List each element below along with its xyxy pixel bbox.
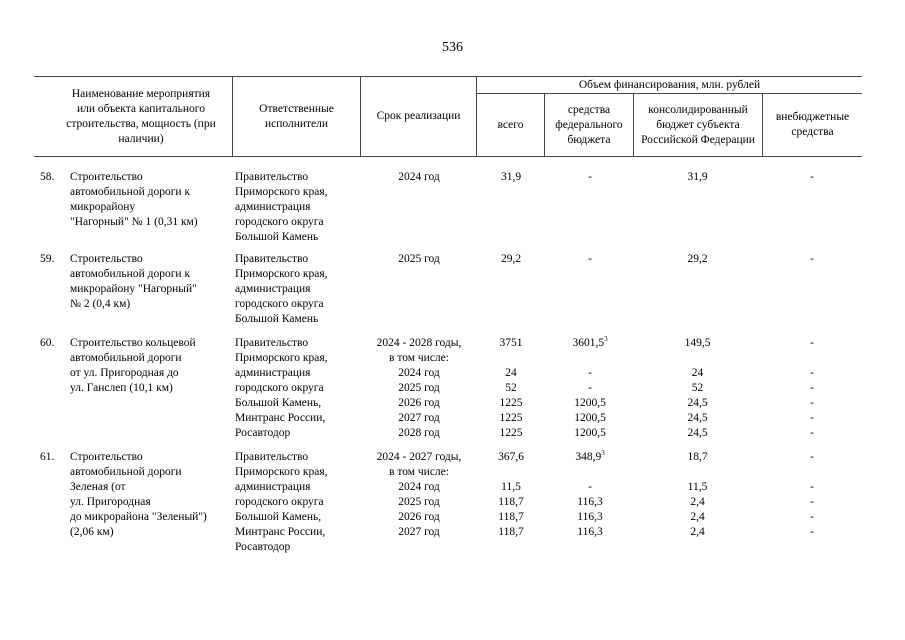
cell-exec: администрация bbox=[235, 367, 311, 379]
cell-term: 2028 год bbox=[398, 427, 440, 439]
cell-name: микрорайону bbox=[70, 201, 136, 213]
cell-term: в том числе: bbox=[389, 466, 449, 478]
cell-name: от ул. Пригородная до bbox=[70, 367, 179, 379]
cell-name: Строительство bbox=[70, 171, 143, 183]
cell-tot: 3751 bbox=[499, 337, 523, 349]
cell-name: "Нагорный" № 1 (0,31 км) bbox=[70, 216, 198, 228]
header-total: всего bbox=[497, 118, 524, 131]
cell-exec: Приморского края, bbox=[235, 268, 328, 280]
cell-exec: администрация bbox=[235, 283, 311, 295]
cell-exec: Большой Камень, bbox=[235, 511, 322, 523]
cell-fed: - bbox=[588, 171, 592, 183]
header-term: Срок реализации bbox=[376, 110, 461, 122]
cell-cons: 149,5 bbox=[684, 337, 711, 349]
cell-exec: Правительство bbox=[235, 337, 309, 349]
header-name: Наименование мероприятия или объекта капитального строительства, мощность (при наличии) bbox=[66, 87, 216, 145]
cell-fed: 1200,5 bbox=[574, 412, 606, 424]
cell-fed: 1200,5 bbox=[574, 427, 606, 439]
header-consolidated: консолидированный бюджет субъекта Российской Федерации bbox=[641, 103, 755, 146]
cell-term: в том числе: bbox=[389, 352, 449, 364]
cell-cons: 31,9 bbox=[687, 171, 708, 183]
cell-cons: 24,5 bbox=[687, 397, 708, 409]
cell-fed: 116,3 bbox=[577, 511, 603, 523]
cell-cons: 24 bbox=[691, 367, 704, 379]
cell-exec: Росавтодор bbox=[235, 427, 291, 439]
cell-cons: 18,7 bbox=[687, 451, 708, 463]
cell-term: 2027 год bbox=[398, 412, 440, 424]
cell-extra: - bbox=[810, 397, 814, 409]
cell-term: 2025 год bbox=[398, 382, 440, 394]
cell-fed: - bbox=[588, 367, 592, 379]
cell-exec: Большой Камень bbox=[235, 231, 319, 243]
page-number: 536 bbox=[442, 40, 463, 55]
cell-term: 2024 год bbox=[398, 481, 440, 493]
cell-tot: 24 bbox=[505, 367, 517, 379]
cell-extra: - bbox=[810, 496, 814, 508]
cell-fed: 1200,5 bbox=[574, 397, 606, 409]
cell-extra: - bbox=[810, 382, 814, 394]
cell-term: 2025 год bbox=[398, 496, 440, 508]
cell-term: 2026 год bbox=[398, 397, 440, 409]
cell-extra: - bbox=[810, 481, 814, 493]
cell-extra: - bbox=[810, 171, 814, 183]
cell-cons: 2,4 bbox=[690, 526, 705, 538]
cell-num: 61. bbox=[40, 451, 55, 463]
cell-term: 2024 - 2028 годы, bbox=[376, 337, 462, 349]
cell-term: 2024 год bbox=[398, 171, 440, 183]
cell-cons: 52 bbox=[691, 382, 704, 394]
cell-name: автомобильной дороги к bbox=[70, 268, 191, 280]
cell-fed: - bbox=[588, 481, 592, 493]
cell-name: Строительство bbox=[70, 451, 143, 463]
cell-extra: - bbox=[810, 337, 814, 349]
cell-extra: - bbox=[810, 427, 814, 439]
cell-cons: 2,4 bbox=[690, 511, 705, 523]
cell-tot: 52 bbox=[505, 382, 517, 394]
cell-tot: 118,7 bbox=[498, 511, 524, 523]
cell-name: ул. Ганслеп (10,1 км) bbox=[70, 382, 173, 394]
cell-term: 2024 год bbox=[398, 367, 440, 379]
cell-name: ул. Пригородная bbox=[70, 496, 151, 508]
cell-name: Строительство bbox=[70, 253, 143, 265]
cell-name: автомобильной дороги к bbox=[70, 186, 191, 198]
cell-cons: 24,5 bbox=[687, 412, 708, 424]
cell-exec: городского округа bbox=[235, 298, 324, 310]
cell-cons: 2,4 bbox=[690, 496, 705, 508]
cell-term: 2027 год bbox=[398, 526, 440, 538]
cell-exec: городского округа bbox=[235, 382, 324, 394]
cell-num: 58. bbox=[40, 171, 55, 183]
cell-fed: 116,3 bbox=[577, 526, 603, 538]
cell-exec: Приморского края, bbox=[235, 186, 328, 198]
cell-cons: 29,2 bbox=[687, 253, 708, 265]
cell-tot: 1225 bbox=[499, 427, 523, 439]
cell-exec: городского округа bbox=[235, 216, 324, 228]
cell-name: Зеленая (от bbox=[70, 481, 126, 493]
cell-fed: - bbox=[588, 382, 592, 394]
cell-exec: администрация bbox=[235, 481, 311, 493]
cell-tot: 11,5 bbox=[501, 481, 521, 493]
cell-fed: 3601,5$^3$ bbox=[572, 335, 608, 349]
cell-exec: Правительство bbox=[235, 171, 309, 183]
cell-name: микрорайону "Нагорный" bbox=[70, 283, 197, 295]
cell-num: 59. bbox=[40, 253, 55, 265]
footnote-marker: 3 bbox=[601, 449, 605, 457]
cell-fed: - bbox=[588, 253, 592, 265]
cell-tot: 367,6 bbox=[498, 451, 524, 463]
cell-exec: Минтранс России, bbox=[235, 412, 326, 424]
cell-name: до микрорайона "Зеленый") bbox=[70, 511, 207, 523]
cell-cons: 11,5 bbox=[687, 481, 708, 493]
cell-extra: - bbox=[810, 526, 814, 538]
cell-tot: 118,7 bbox=[498, 496, 524, 508]
cell-exec: Минтранс России, bbox=[235, 526, 326, 538]
header-extrabudget: внебюджетные средства bbox=[775, 111, 850, 138]
cell-fed: 116,3 bbox=[577, 496, 603, 508]
cell-tot: 118,7 bbox=[498, 526, 524, 538]
header-executors: Ответственные исполнители bbox=[259, 102, 334, 130]
footnote-marker: 3 bbox=[604, 335, 608, 343]
cell-exec: Приморского края, bbox=[235, 466, 328, 478]
cell-fed: 348,9$^3$ bbox=[575, 449, 605, 463]
cell-exec: городского округа bbox=[235, 496, 324, 508]
cell-tot: 1225 bbox=[499, 397, 523, 409]
cell-exec: Большой Камень bbox=[235, 313, 319, 325]
cell-term: 2025 год bbox=[398, 253, 440, 265]
cell-extra: - bbox=[810, 412, 814, 424]
table-header bbox=[34, 76, 862, 157]
cell-exec: Правительство bbox=[235, 253, 309, 265]
cell-term: 2024 - 2027 годы, bbox=[376, 451, 462, 463]
cell-tot: 31,9 bbox=[500, 171, 522, 183]
cell-name: № 2 (0,4 км) bbox=[70, 298, 131, 310]
cell-num: 60. bbox=[40, 337, 55, 349]
cell-tot: 1225 bbox=[499, 412, 523, 424]
cell-name: автомобильной дороги bbox=[70, 466, 182, 478]
cell-exec: администрация bbox=[235, 201, 311, 213]
cell-exec: Правительство bbox=[235, 451, 309, 463]
cell-extra: - bbox=[810, 367, 814, 379]
cell-name: автомобильной дороги bbox=[70, 352, 182, 364]
cell-exec: Приморского края, bbox=[235, 352, 328, 364]
header-funding: Объем финансирования, млн. рублей bbox=[578, 78, 761, 91]
cell-extra: - bbox=[810, 511, 814, 523]
cell-name: (2,06 км) bbox=[70, 526, 114, 538]
cell-exec: Росавтодор bbox=[235, 541, 291, 553]
cell-term: 2026 год bbox=[398, 511, 440, 523]
cell-name: Строительство кольцевой bbox=[70, 337, 196, 349]
cell-exec: Большой Камень, bbox=[235, 397, 322, 409]
cell-cons: 24,5 bbox=[687, 427, 708, 439]
cell-tot: 29,2 bbox=[500, 253, 522, 265]
cell-extra: - bbox=[810, 451, 814, 463]
header-federal: средства федерального бюджета bbox=[555, 103, 623, 146]
cell-extra: - bbox=[810, 253, 814, 265]
